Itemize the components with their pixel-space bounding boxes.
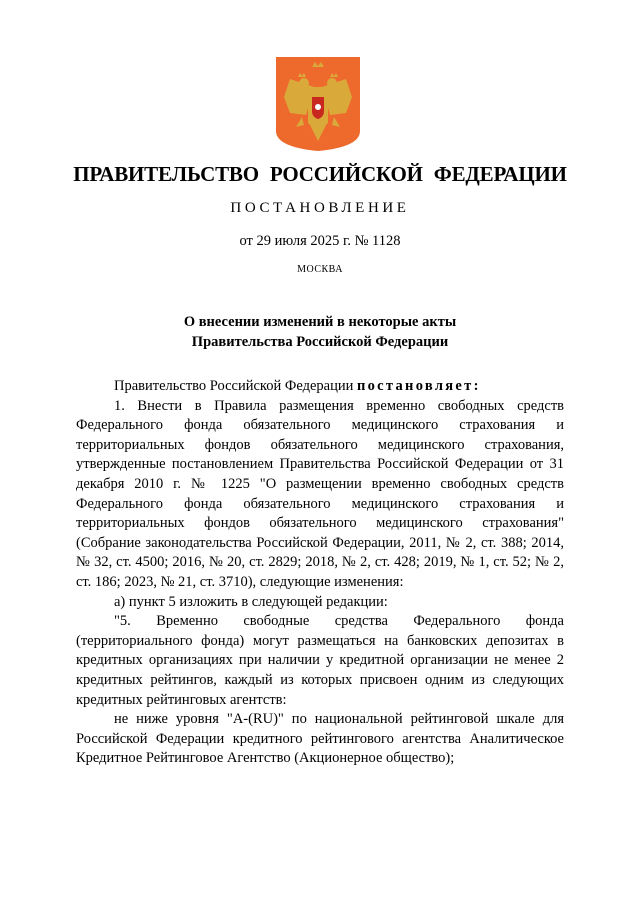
intro-paragraph bbox=[76, 377, 564, 397]
double-headed-eagle-icon bbox=[276, 57, 360, 151]
paragraph-2: а) пункт 5 изложить в следующей редакции: bbox=[114, 593, 388, 610]
decree-word: постановляет: bbox=[356, 378, 481, 394]
document-type: ПОСТАНОВЛЕНИЕ bbox=[230, 200, 410, 216]
subject-line-1: О внесении изменений в некоторые акты bbox=[183, 314, 457, 330]
document-body bbox=[76, 377, 564, 769]
paragraph-4: не ниже уровня "A-(RU)" по национальной рейтинговой шкале для Российской Федерации кредитного рейтингового агентства Аналитическое Кредитное Рейтинговое Агентство (Акционерное общество); bbox=[76, 711, 564, 767]
paragraph-3: "5. Временно свободные средства Федерального фонда (территориального фонда) могут размещаться на банковских депозитах в кредитных организациях при наличии у кредитной организации не менее 2 кредитных рейтингов, каждый из которых присвоен одним из следующих кредитных рейтинговых агентств: bbox=[76, 613, 564, 708]
intro-prefix: Правительство Российской Федерации bbox=[114, 378, 357, 394]
paragraph-1: 1. Внести в Правила размещения временно свободных средств Федерального фонда обязательного медицинского страхования и территориальных фондов обязательного медицинского страхования, утвержденные постановлением Правительства Российской Федерации от 31 декабря 2010 г. № 1225 "О размещении временно свободных средств Федерального фонда обязательного медицинского страхования и территориальных фондов обязательного медицинского страхования" (Собрание законодательства Российской Федерации, 2011, № 2, ст. 388; 2014, № 32, ст. 4500; 2016, № 20, ст. 2829; 2018, № 2, ст. 428; 2019, № 1, ст. 52; № 2, ст. 186; 2023, № 21, ст. 3710), следующие изменения: bbox=[76, 397, 564, 590]
document-subject bbox=[0, 313, 640, 352]
government-title: ПРАВИТЕЛЬСТВО РОССИЙСКОЙ ФЕДЕРАЦИИ bbox=[73, 162, 567, 186]
subject-line-2: Правительства Российской Федерации bbox=[191, 333, 449, 350]
coat-of-arms-emblem bbox=[276, 57, 360, 151]
city-name: МОСКВА bbox=[297, 264, 343, 275]
document-date-number: от 29 июля 2025 г. № 1128 bbox=[239, 233, 401, 249]
